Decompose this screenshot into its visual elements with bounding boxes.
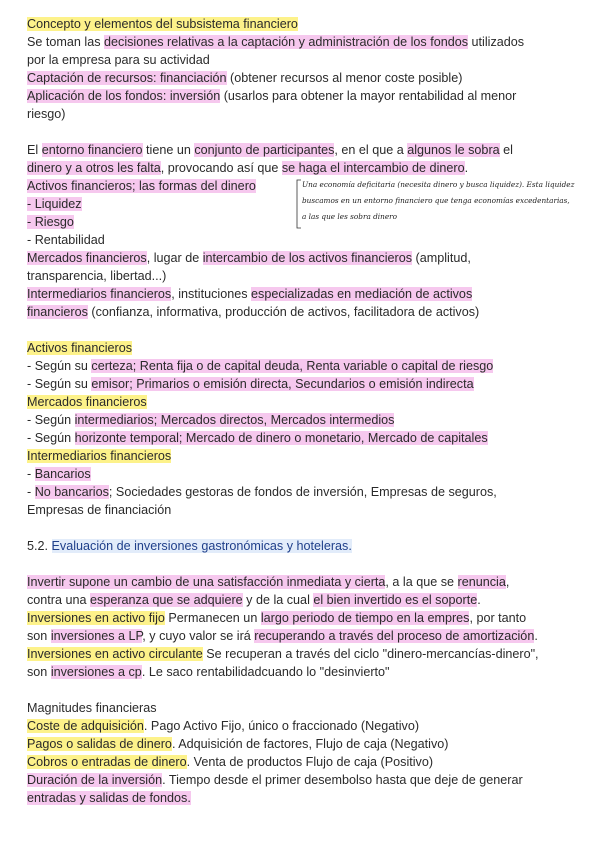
list-item: - Rentabilidad bbox=[27, 233, 105, 247]
subheading-intermediarios-financieros: Intermediarios financieros bbox=[27, 449, 172, 463]
list-item: - Según su emisor; Primarios o emisión directa, Secundarios o emisión indirecta bbox=[27, 377, 474, 391]
text-line: Empresas de financiación bbox=[27, 503, 172, 517]
list-item: - Según horizonte temporal; Mercado de dinero o monetario, Mercado de capitales bbox=[27, 431, 488, 445]
list-item: - Liquidez bbox=[27, 197, 82, 211]
text-line: Aplicación de los fondos: inversión (usarlos para obtener la mayor rentabilidad al menor bbox=[27, 89, 517, 103]
list-item: - Bancarios bbox=[27, 467, 91, 481]
text-line: financieros (confianza, informativa, producción de activos, facilitadora de activos) bbox=[27, 305, 480, 319]
handwritten-note-line: buscamos en un entorno financiero que tenga economías excedentarias, bbox=[302, 196, 570, 205]
text-line: por la empresa para su actividad bbox=[27, 53, 210, 67]
spacer bbox=[27, 519, 576, 537]
list-item: - No bancarios; Sociedades gestoras de fondos de inversión, Empresas de seguros, bbox=[27, 485, 497, 499]
handwritten-note-line: Una economía deficitaria (necesita dinero y busca liquidez). Esta liquidez bbox=[302, 180, 575, 189]
spacer bbox=[27, 321, 576, 339]
text-line: Cobros o entradas de dinero. Venta de productos Flujo de caja (Positivo) bbox=[27, 755, 434, 769]
subheading-activos-financieros: Activos financieros bbox=[27, 341, 132, 355]
text-line: Coste de adquisición. Pago Activo Fijo, único o fraccionado (Negativo) bbox=[27, 719, 420, 733]
text-line: entradas y salidas de fondos. bbox=[27, 791, 191, 805]
text-line: Captación de recursos: financiación (obtener recursos al menor coste posible) bbox=[27, 71, 463, 85]
text-line: riesgo) bbox=[27, 107, 66, 121]
text-line: Inversiones en activo fijo Permanecen un largo periodo de tiempo en la empres, por tanto bbox=[27, 611, 527, 625]
text-line: El entorno financiero tiene un conjunto de participantes, en el que a algunos le sobra el bbox=[27, 143, 513, 157]
text-line: dinero y a otros les falta, provocando así que se haga el intercambio de dinero. bbox=[27, 161, 469, 175]
text-line: Invertir supone un cambio de una satisfacción inmediata y cierta, a la que se renuncia, bbox=[27, 575, 510, 589]
text-line: Intermediarios financieros, instituciones especializadas en mediación de activos bbox=[27, 287, 473, 301]
list-item: - Según intermediarios; Mercados directos, Mercados intermedios bbox=[27, 413, 395, 427]
list-item: - Riesgo bbox=[27, 215, 74, 229]
text-line: son inversiones a cp. Le saco rentabilidadcuando lo "desinvierto" bbox=[27, 665, 390, 679]
spacer bbox=[27, 681, 576, 699]
text-line: son inversiones a LP, y cuyo valor se irá recuperando a través del proceso de amortización. bbox=[27, 629, 538, 643]
spacer bbox=[27, 555, 576, 573]
text-line: Inversiones en activo circulante Se recuperan a través del ciclo "dinero-mercancías-dinero", bbox=[27, 647, 539, 661]
text-line: Pagos o salidas de dinero. Adquisición de factores, Flujo de caja (Negativo) bbox=[27, 737, 449, 751]
text-line: contra una esperanza que se adquiere y de la cual el bien invertido es el soporte. bbox=[27, 593, 481, 607]
text-line: transparencia, libertad...) bbox=[27, 269, 167, 283]
section-heading-5-2: 5.2. Evaluación de inversiones gastronómicas y hoteleras. bbox=[27, 539, 352, 553]
text-line: Mercados financieros, lugar de intercambio de los activos financieros (amplitud, bbox=[27, 251, 471, 265]
spacer bbox=[27, 123, 576, 141]
text-line: Duración de la inversión. Tiempo desde el primer desembolso hasta que deje de generar bbox=[27, 773, 523, 787]
subheading-mercados-financieros: Mercados financieros bbox=[27, 395, 147, 409]
handwritten-note bbox=[296, 177, 596, 229]
subheading-magnitudes: Magnitudes financieras bbox=[27, 701, 157, 715]
list-item: - Según su certeza; Renta fija o de capital deuda, Renta variable o capital de riesgo bbox=[27, 359, 494, 373]
section-title-subsistema: Concepto y elementos del subsistema financiero bbox=[27, 17, 298, 31]
subheading-activos-formas: Activos financieros; las formas del dinero bbox=[27, 179, 256, 193]
handwritten-note-line: a las que les sobra dinero bbox=[302, 212, 398, 221]
text-line: Se toman las decisiones relativas a la captación y administración de los fondos utilizados bbox=[27, 35, 525, 49]
